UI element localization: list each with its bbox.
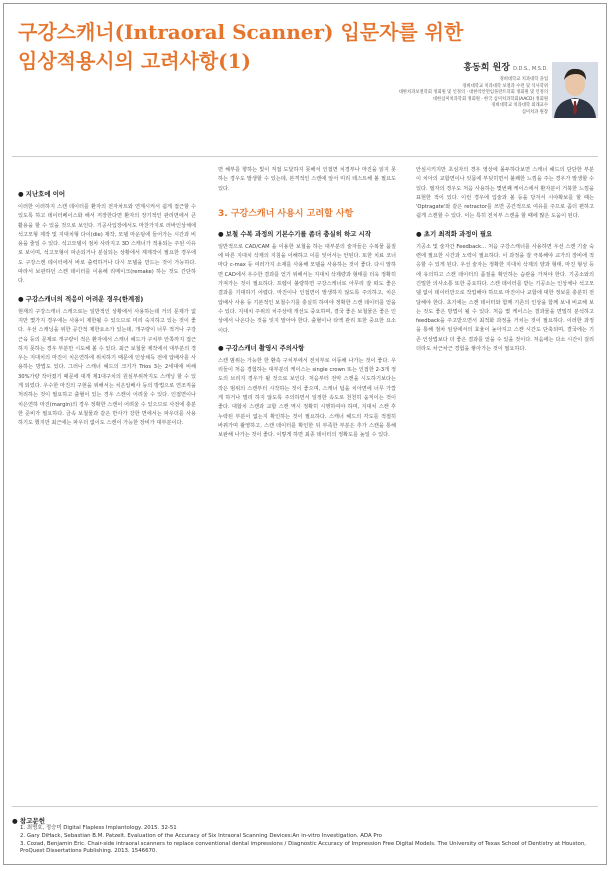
col3-paragraph-1: 안심시키지만 초심자의 경우 영상에 몰두하다보면 스캐너 헤드의 단단한 부분이 치아의 교합면이나 잇몸에 부딪히면서 불쾌한 느낌을 주는 경우가 발생할 수 있다. 필자의 경우도 처음 사용하는 몇번째 케이스에서 환자분이 거북한 느낌을 표현한 적이 있다. 이런 경우에 입술과 볼 등을 당겨서 시야확보를 할 때는 'Optragate'와 같은 retractor를 쓰면 공간적으로 여유를 주므로 좀더 편하고 쉽게 스캔할 수 있다. 이는 특히 전치부 스캔을 할 때에 많은 도움이 된다. [416,167,594,220]
col2-heading-1: ● 보철 수복 과정의 기본수기를 좀더 충실히 하고 시작 [218,229,372,238]
col3-paragraph-2: 기공소 및 술자간 Feedback… 처음 구강스캐너를 사용하면 우선 스캔 기술 숙련에 필요한 시간과 노력이 필요하다. 이 과정을 잘 극복해야 교가의 장비에 적응할 수 있게 된다. 우선 술자는 정확한 지대치 삭제의 양과 형태, 마진 형성 등에 유의하고 스캔 데이터의 품질을 확인하는 습관을 가져야 한다. 기공소와의 긴밀한 의사소통 또한 중요하다. 스캔 데이터를 받는 기공소는 인상체나 석고모델 없이 데이터만으로 작업해야 하므로 마진이나 교합에 대한 정보를 충분히 전달해야 한다. 초기에는 스캔 데이터와 함께 기존의 인상을 함께 보내 비교해 보는 것도 좋은 방법이 될 수 있다. 처음 몇 케이스는 결과물을 면밀히 분석하고 feedback을 주고받으면서 최적화 과정을 거치는 것이 필요하다. 이러한 과정을 통해 점차 임상에서의 효율이 높아지고 스캔 시간도 단축되며, 결국에는 기존 인상법보다 더 좋은 결과를 얻을 수 있을 것이다. 처음에는 다소 시간이 걸리더라도 차근차근 경험을 쌓아가는 것이 필요하다. [416,243,594,353]
col2-paragraph-3: 스캔 범위는 가능한 한 환측 구치부에서 전치부로 이동해 나가는 것이 좋다. 우리들이 처음 경험하는 대부분의 케이스는 single crown 또는 인접한 2-3개 정도의 브리지 경우가 될 것으로 보인다. 처음부터 전악 스캔을 시도하기보다는 작은 범위의 스캔부터 시작하는 것이 좋으며, 스캐너 팁을 치아면에 너무 가깝게 하거나 멀리 하지 않도록 주의하면서 일정한 속도로 천천히 움직이는 것이 좋다. 대합치 스캔과 교합 스캔 역시 정확히 시행하여야 하며, 지대치 스캔 후 누락된 부분이 없는지 확인하는 것이 필요하다. 스캐너 헤드의 각도를 적절히 바꿔가며 촬영하고, 스캔 데이터를 확인한 뒤 부족한 부분은 추가 스캔을 통해 보완해 나가는 것이 좋다. 이렇게 하면 최종 데이터의 정확도를 높일 수 있다. [218,357,396,439]
author-name-line [399,62,548,75]
author-affiliation-5: 경희대학교 치과대학 외래교수 [491,103,548,108]
references-divider [12,806,598,807]
column-2 [218,166,396,443]
title-line-1: 구강스캐너(Intraoral Scanner) 입문자를 위한 [18,20,464,44]
references [12,816,598,856]
author-portrait-icon [552,62,598,118]
author-affiliation-4: 대한심미치과학회 정회원 · 한국 심미치과학회(AACD) 정회원 [432,96,548,102]
column-1 [18,166,196,431]
col1-paragraph-2: 현재의 구강스캐너 스캐으로는 일반적인 상황에서 사용하는데 거의 문제가 없지만 몇가지 경우에는 사용이 제한될 수 있으므로 미리 숙지하고 있는 것이 좋다. 우선 스캐닝을 위한 공간적 제한요소가 있는데, 개구량이 너무 적거나 구강근육 등의 문제로 개구량이 적은 환자에서 스캐너 헤드가 구치부 안쪽까지 접근하지 못하는 경우 부분만 시도해 볼 수 있다. 최근 보철물 제작에서 대부분의 경우는 지대치의 마진이 치은연하에 위치하기 때문에 인상채득 전에 압배사를 사용하는 방법도 있다. 그러나 스캐너 헤드의 크기가 Trios 3는 2세대에 비해 30%가량 작아졌기 때문에 대개 제1대구치의 원심부위까지도 스캐닝 할 수 있게 되었다. 우수한 마진의 구현을 위해서는 치은압배사 등의 방법으로 연조직을 처리하는 것이 필요하고 출혈이 있는 경우 스캔이 어려울 수 있다. 인접면이나 치은연하 마진(margin)의 경우 정확한 스캔이 어려울 수 있으므로 사전에 충분한 준비가 필요하다. 금속 보철물과 같은 반사가 강한 면에서는 파우더를 사용하기도 했지만 최근에는 파우더 없이도 스캔이 가능한 장비가 대부분이다. [18,308,196,427]
col2-heading-2: ● 구강스캐너 촬영시 주의사항 [218,343,305,352]
reference-item-3: 3. Cozad, Benjamin Eric. Chair-side intraoral scanners to replace conventional dental impressions / Diagnostic Accuracy of Impression Free Digital Models. The University of Texas School of Dentistry at Houston, ProQuest Dissertations Publishing. 2013. 1546670. [20,840,586,855]
col2-section-heading: 3. 구강스캐너 사용시 고려할 사항 [218,208,354,219]
header-divider [12,156,598,157]
article-title [18,18,463,76]
author-affiliation-2: 경희대학교 치과대학 보철과 수련 및 석사학위 [462,83,548,89]
column-3 [416,166,594,356]
references-title: ● 참고문헌 [12,817,46,825]
author-name: 홍동희 원장 [463,63,510,73]
author-block [399,62,548,116]
col2-paragraph-1: 면 해부를 향하는 빛이 직접 도달하지 못해서 인접면 치경부나 마진을 읽지 못하는 경우도 발생할 수 있는데, 본격적인 스캔에 앞서 미리 테스트해 볼 필요도 있다. [218,167,396,192]
reference-item-1: 1. 최명호, 정승미 Digital Flapless Implantology. 2015. 32-51 [20,825,177,831]
article-page [3,3,607,865]
author-photo [552,62,598,118]
col1-paragraph-1: 이러한 이러하지 스캔 데이터를 환자의 전자차트와 연계시켜서 쉽게 접근할 수 있도록 하고 데이터베이스화 해서 저장한다면 환자의 장기적인 관리면에서 큰 활용을 할 수 있을 것으로 보인다. 기공사입장에서도 마찬가지로 러바인상체에 석고모형 제작 및 지대치형 다이(die) 제작, 모델 마운팅에 들어가는 시간과 비용을 줄일 수 있다. 석고모델이 점차 사라지고 3D 스캐너가 적용되는 주된 이유로 보이며, 석고모형이 파손되거나 분실되는 상황에서 재제작이 필요한 경우에도 구강스캔 데이터에서 바로 출력하거나 다시 모델을 만드는 것이 가능하다. 따라서 보관하던 스캔 데이터를 이용해 리메이크(remake) 하는 것도 간단하다. [18,204,196,285]
reference-item-2: 2. Gary DiHack, Sebastian B.M. Patzelt. Evaluation of the Accuracy of Six Intraoral Scanning Devices:An in-vitro Investigation. ADA Pro [20,832,382,839]
author-affiliation-3: 대한치과보철학회 정회원 및 인정의 · 대한악안면임플란트학회 정회원 및 인정의 [398,90,548,95]
author-affiliation-6: 심미치과 원장 [521,109,548,115]
author-degree: D.D.S., M.S.D. [513,66,548,72]
col2-paragraph-2: 일반적으로 CAD/CAM 을 이용한 보철을 하는 대부분의 술자들은 수복물 품질에 따른 지대치 삭제의 지침을 이해하고 이를 잊어서는 안된다. 또한 치료 코너마다 c-max 등 여러가지 소재를 사용해 모델을 사용하는 것이 좋다. 다시 말하면 CAD에서 우수한 결과를 얻기 위해서는 지대치 삭제량과 형태를 더욱 정확히 가져가는 것이 필요하다. 프렙이 불량하면 구강스캐너로 아무리 잘 떠도 좋은 결과를 기대하기 어렵다. 마진이나 인접면이 발생하지 않도록 주의하고, 치은 압배사 사용 등 기본적인 보철수기를 충실히 하여야 정확한 스캔 데이터를 얻을 수 있다. 지대치 주위의 치주상태 개선도 중요하며, 결국 좋은 보철물은 좋은 인상에서 나온다는 것을 잊지 말아야 한다. 출혈이나 타액 관리 또한 중요한 요소이다. [218,243,396,334]
title-line-2: 임상적용시의 고려사항(1) [18,49,252,73]
author-affiliation-1: 경희대학교 치과대학 졸업 [499,77,548,82]
article-header [4,4,606,154]
col1-heading-2: ● 구강스캐너의 적응이 어려운 경우(한계점) [18,294,144,303]
col3-heading-1: ● 초기 최적화 과정이 필요 [416,229,493,238]
col1-heading-1: ● 지난호에 이어 [18,190,66,198]
